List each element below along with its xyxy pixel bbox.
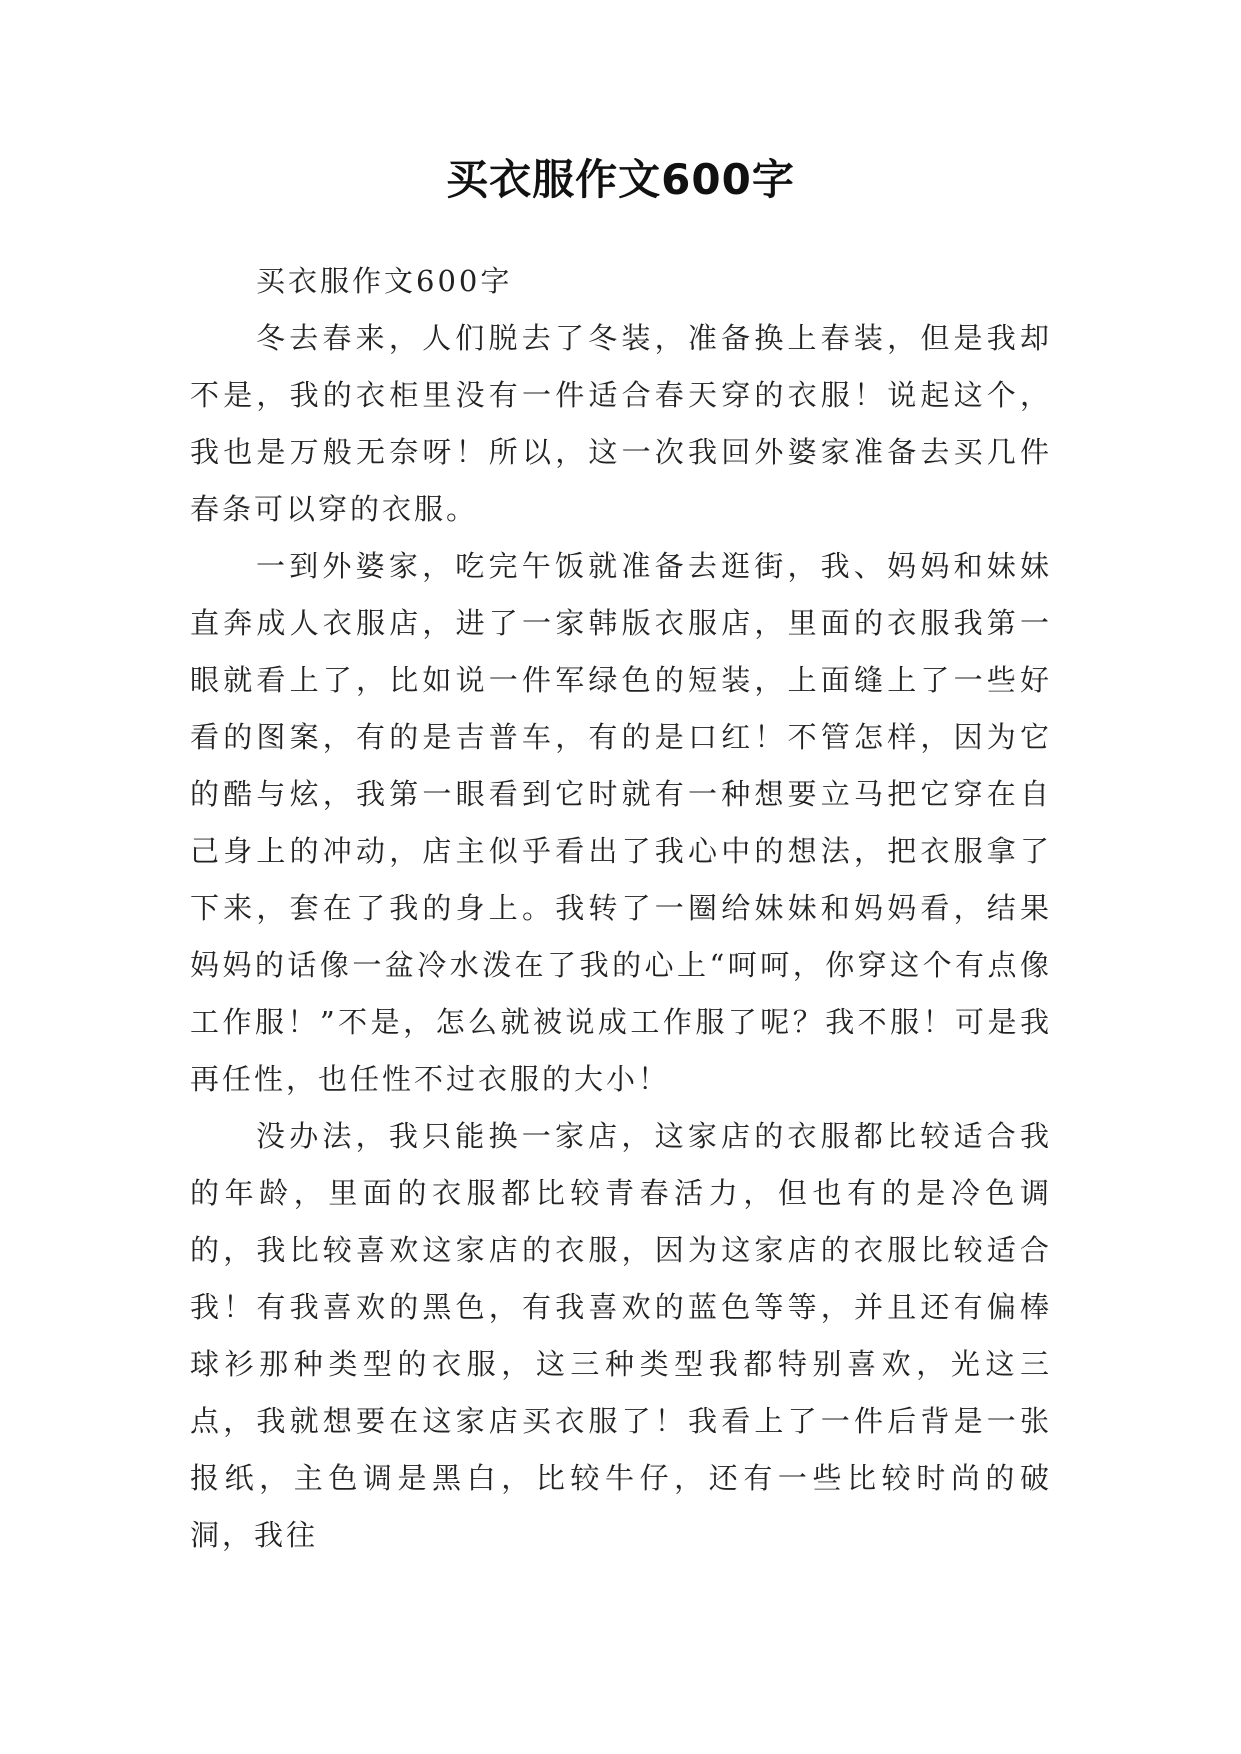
document-title: 买衣服作文600字 <box>446 155 795 204</box>
document-subtitle: 买衣服作文600字 <box>256 264 513 298</box>
document-body <box>190 253 1052 1564</box>
paragraph-2: 一到外婆家，吃完午饭就准备去逛街，我、妈妈和妹妹直奔成人衣服店，进了一家韩版衣服店，里面的衣服我第一眼就看上了，比如说一件军绿色的短装，上面缝上了一些好看的图案，有的是吉普车，有的是口红！不管怎样，因为它的酷与炫，我第一眼看到它时就有一种想要立马把它穿在自己身上的冲动，店主似乎看出了我心中的想法，把衣服拿了下来，套在了我的身上。我转了一圈给妹妹和妈妈看，结果妈妈的话像一盆冷水泼在了我的心上“呵呵，你穿这个有点像工作服！”不是，怎么就被说成工作服了呢？我不服！可是我再任性，也任性不过衣服的大小！ <box>190 549 1052 1096</box>
paragraph-1: 冬去春来，人们脱去了冬装，准备换上春装，但是我却不是，我的衣柜里没有一件适合春天穿的衣服！说起这个，我也是万般无奈呀！所以，这一次我回外婆家准备去买几件春条可以穿的衣服。 <box>190 321 1052 526</box>
paragraph-3: 没办法，我只能换一家店，这家店的衣服都比较适合我的年龄，里面的衣服都比较青春活力，但也有的是冷色调的，我比较喜欢这家店的衣服，因为这家店的衣服比较适合我！有我喜欢的黑色，有我喜欢的蓝色等等，并且还有偏棒球衫那种类型的衣服，这三种类型我都特别喜欢，光这三点，我就想要在这家店买衣服了！我看上了一件后背是一张报纸，主色调是黑白，比较牛仔，还有一些比较时尚的破洞，我往 <box>190 1119 1052 1552</box>
